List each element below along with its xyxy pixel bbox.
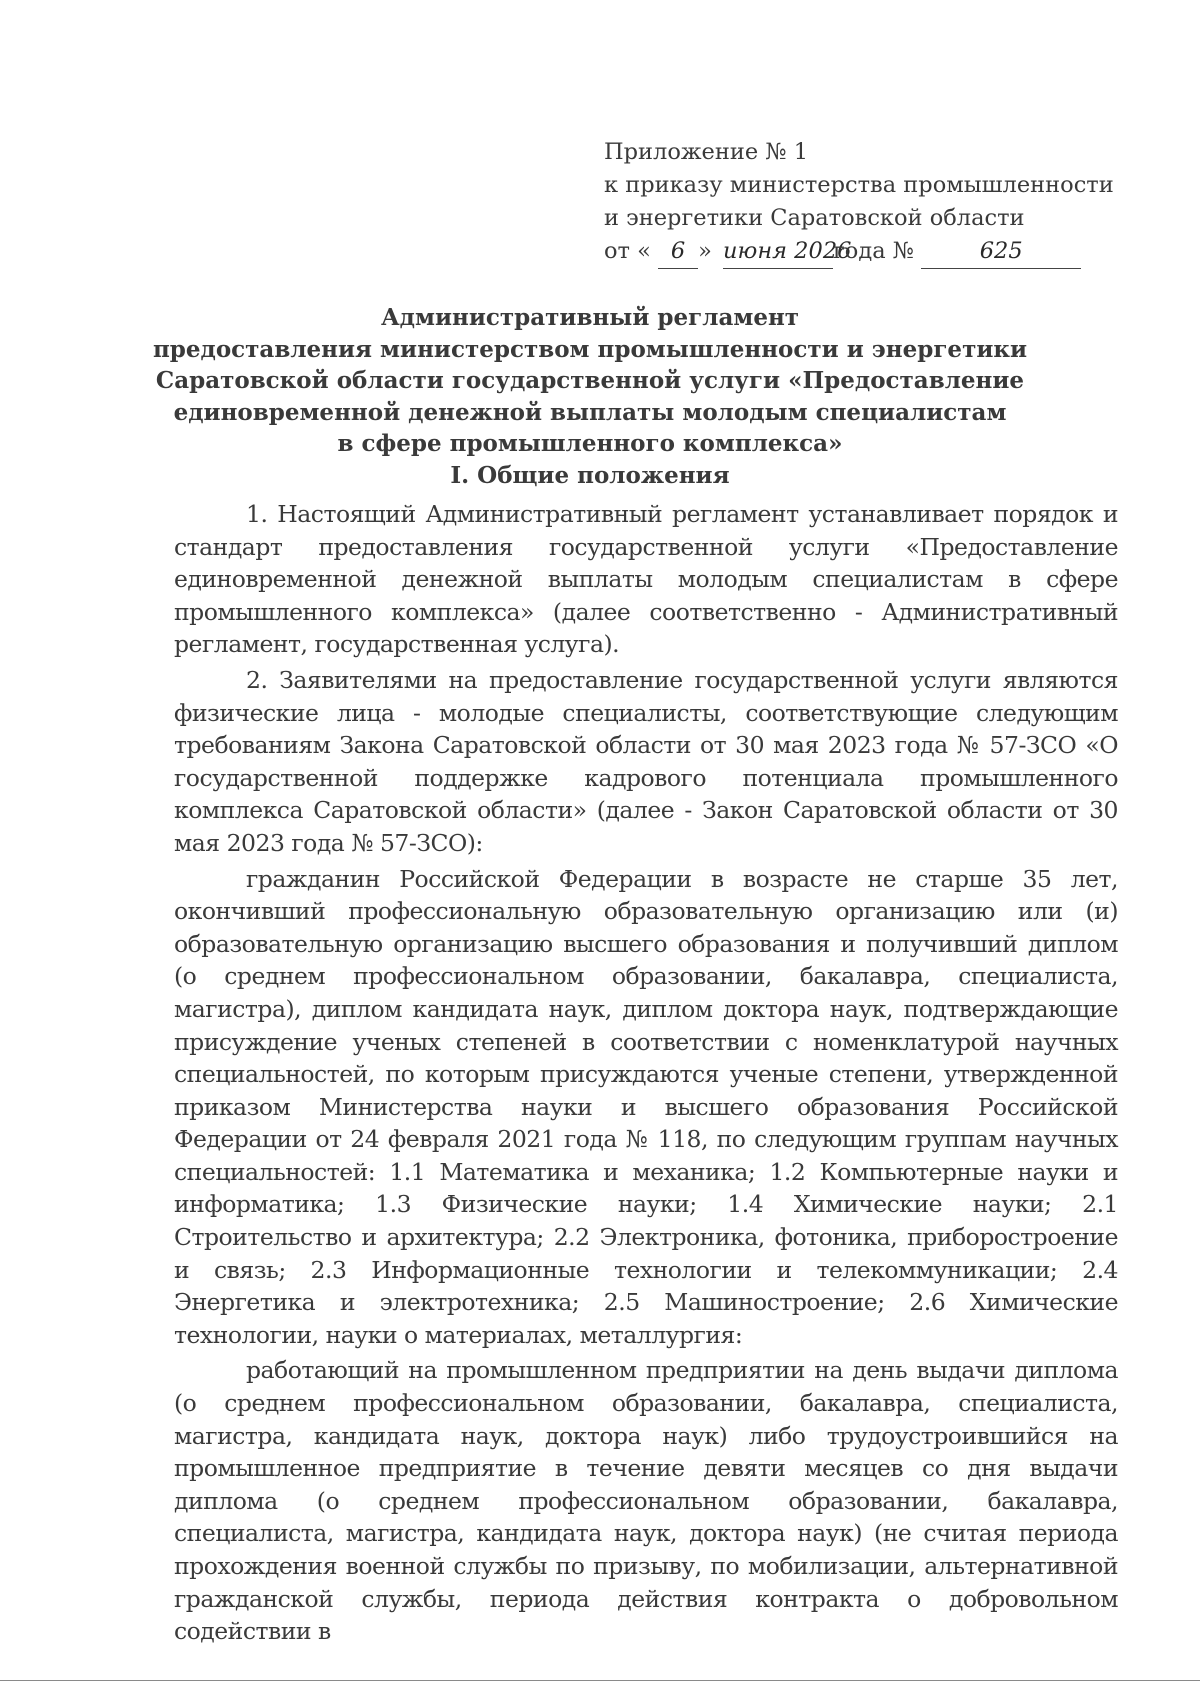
title-line-3: Саратовской области государственной услуги «Предоставление — [155, 367, 1025, 394]
page-bottom-edge — [0, 1680, 1200, 1681]
appendix-line-3: и энергетики Саратовской области — [604, 205, 1025, 231]
paragraph-4: работающий на промышленном предприятии на день выдачи диплома (о среднем профессиональном образовании, бакалавра, специалиста, магистра, кандидата наук, доктора наук) либо трудоустроившийся на промышленное предприятие в течение девяти месяцев со дня выдачи диплома (о среднем профессиональном образовании, бакалавра, специалиста, магистра, кандидата наук, доктора наук) (не считая периода прохождения военной службы по призыву, по мобилизации, альтернативной гражданской службы, периода действия контракта о добровольном содействии в — [174, 1356, 1118, 1646]
appendix-line-1: Приложение № 1 — [604, 139, 809, 165]
title-line-2: предоставления министерством промышленности и энергетики — [152, 335, 1028, 363]
handwritten-month-year: июня 2026 — [723, 235, 833, 269]
date-mid: » — [698, 238, 712, 264]
handwritten-day: 6 — [658, 235, 698, 269]
title-line-1: Административный регламент — [380, 304, 800, 331]
title-line-5: в сфере промышленного комплекса» — [337, 430, 843, 457]
section-heading: I. Общие положения — [450, 461, 730, 489]
appendix-block — [604, 136, 1114, 268]
document-body — [174, 498, 1118, 1651]
date-year-word: года № — [833, 238, 915, 264]
appendix-date-line — [604, 235, 1114, 268]
date-prefix: от « — [604, 238, 651, 264]
appendix-line-2: к приказу министерства промышленности — [604, 172, 1114, 198]
handwritten-order-number: 625 — [921, 235, 1081, 269]
paragraph-2: 2. Заявителями на предоставление государственной услуги являются физические лица - молодые специалисты, соответствующие следующим требованиям Закона Саратовской области от 30 мая 2023 года № 57-ЗСО «О государственной поддержке кадрового потенциала промышленного комплекса Саратовской области» (далее - Закон Саратовской области от 30 мая 2023 года № 57-ЗСО): — [174, 665, 1118, 857]
title-line-4: единовременной денежной выплаты молодым специалистам — [173, 398, 1007, 426]
paragraph-1: 1. Настоящий Административный регламент устанавливает порядок и стандарт предоставления государственной услуги «Предоставление единовременной денежной выплаты молодым специалистам в сфере промышленного комплекса» (далее соответственно - Административный регламент, государственная услуга). — [174, 500, 1118, 659]
paragraph-3: гражданин Российской Федерации в возрасте не старше 35 лет, окончивший профессиональную образовательную организацию или (и) образовательную организацию высшего образования и получивший диплом (о среднем профессиональном образовании, бакалавра, специалиста, магистра), диплом кандидата наук, диплом доктора наук, подтверждающие присуждение ученых степеней в соответствии с номенклатурой научных специальностей, по которым присуждаются ученые степени, утвержденной приказом Министерства науки и высшего образования Российской Федерации от 24 февраля 2021 года № 118, по следующим группам научных специальностей: 1.1 Математика и механика; 1.2 Компьютерные науки и информатика; 1.3 Физические науки; 1.4 Химические науки; 2.1 Строительство и архитектура; 2.2 Электроника, фотоника, приборостроение и связь; 2.3 Информационные технологии и телекоммуникации; 2.4 Энергетика и электротехника; 2.5 Машиностроение; 2.6 Химические технологии, науки о материалах, металлургия: — [174, 864, 1118, 1349]
document-title — [140, 302, 1040, 491]
